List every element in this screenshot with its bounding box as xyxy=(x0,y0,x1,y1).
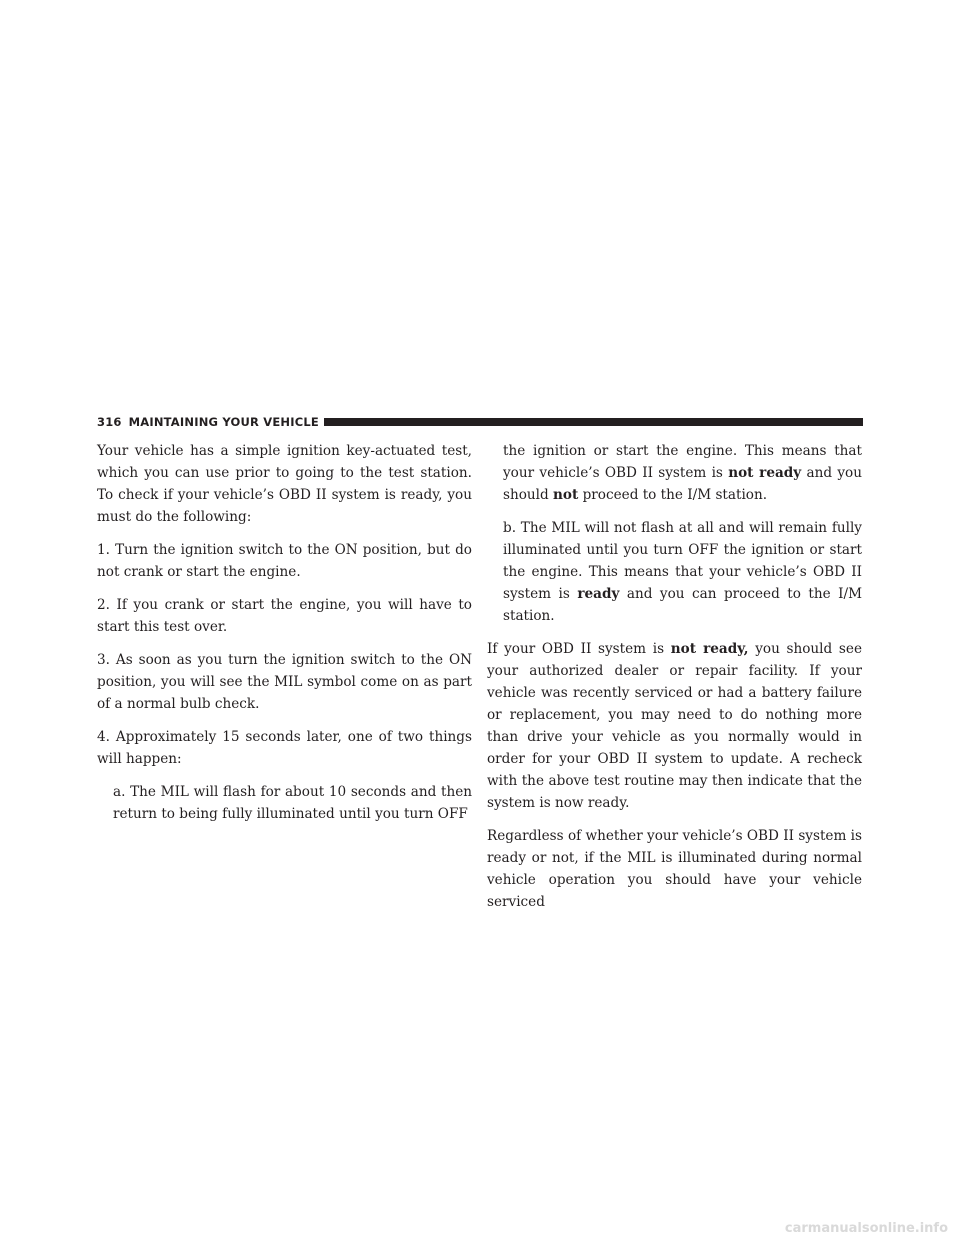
not-ready-paragraph xyxy=(487,638,862,814)
regardless-paragraph: Regardless of whether your vehicle’s OBD II system is ready or not, if the MIL is illuminated during normal vehicle operation you should have your vehicle serviced xyxy=(487,828,862,910)
sub-a-text-end: proceed to the I/M station. xyxy=(578,487,768,503)
step-3: 3. As soon as you turn the ignition switch to the ON position, you will see the MIL symbol come on as part of a normal bulb check. xyxy=(97,652,472,712)
watermark: carmanualsonline.info xyxy=(784,1221,948,1236)
page-number: 316 xyxy=(97,415,122,429)
left-column xyxy=(97,440,472,836)
step-4: 4. Approximately 15 seconds later, one of two things will happen: xyxy=(97,729,472,767)
sub-step-a: a. The MIL will flash for about 10 seconds and then return to being fully illuminated until you turn OFF xyxy=(113,784,472,822)
section-title: MAINTAINING YOUR VEHICLE xyxy=(128,415,319,429)
step-2: 2. If you crank or start the engine, you will have to start this test over. xyxy=(97,597,472,635)
right-column xyxy=(487,440,862,924)
page-header xyxy=(97,415,863,429)
sub-a-text: the ignition or start the engine. This means that your vehicle’s OBD II system is xyxy=(503,443,862,481)
not-ready-text-start: If your OBD II system is xyxy=(487,641,671,657)
sub-b-text-end: and you can proceed to the I/M station. xyxy=(503,586,863,624)
sub-a-text-mid: and you should xyxy=(503,465,862,503)
sub-b-text: b. The MIL will not flash at all and will remain fully illuminated until you turn OFF the ignition or start the engine. This means that your vehicle’s OBD II system is xyxy=(503,520,862,602)
intro-paragraph: Your vehicle has a simple ignition key-actuated test, which you can use prior to going to the test station. To check if your vehicle’s OBD II system is ready, you must do the following: xyxy=(97,443,472,525)
not-emphasis: not xyxy=(553,487,579,503)
not-ready-bold: not ready, xyxy=(670,641,749,657)
not-ready-emphasis: not ready xyxy=(728,465,802,481)
ready-emphasis: ready xyxy=(577,586,620,602)
step-1: 1. Turn the ignition switch to the ON position, but do not crank or start the engine. xyxy=(97,542,472,580)
sub-step-b xyxy=(487,517,862,627)
sub-step-a-continued xyxy=(487,440,862,506)
header-rule xyxy=(324,418,863,426)
not-ready-text-end: you should see your authorized dealer or repair facility. If your vehicle was recently serviced or had a battery failure or replacement, you may need to do nothing more than drive your vehicle as you normally would in order for your OBD II system to update. A recheck with the above test routine may then indicate that the system is now ready. xyxy=(487,641,862,811)
